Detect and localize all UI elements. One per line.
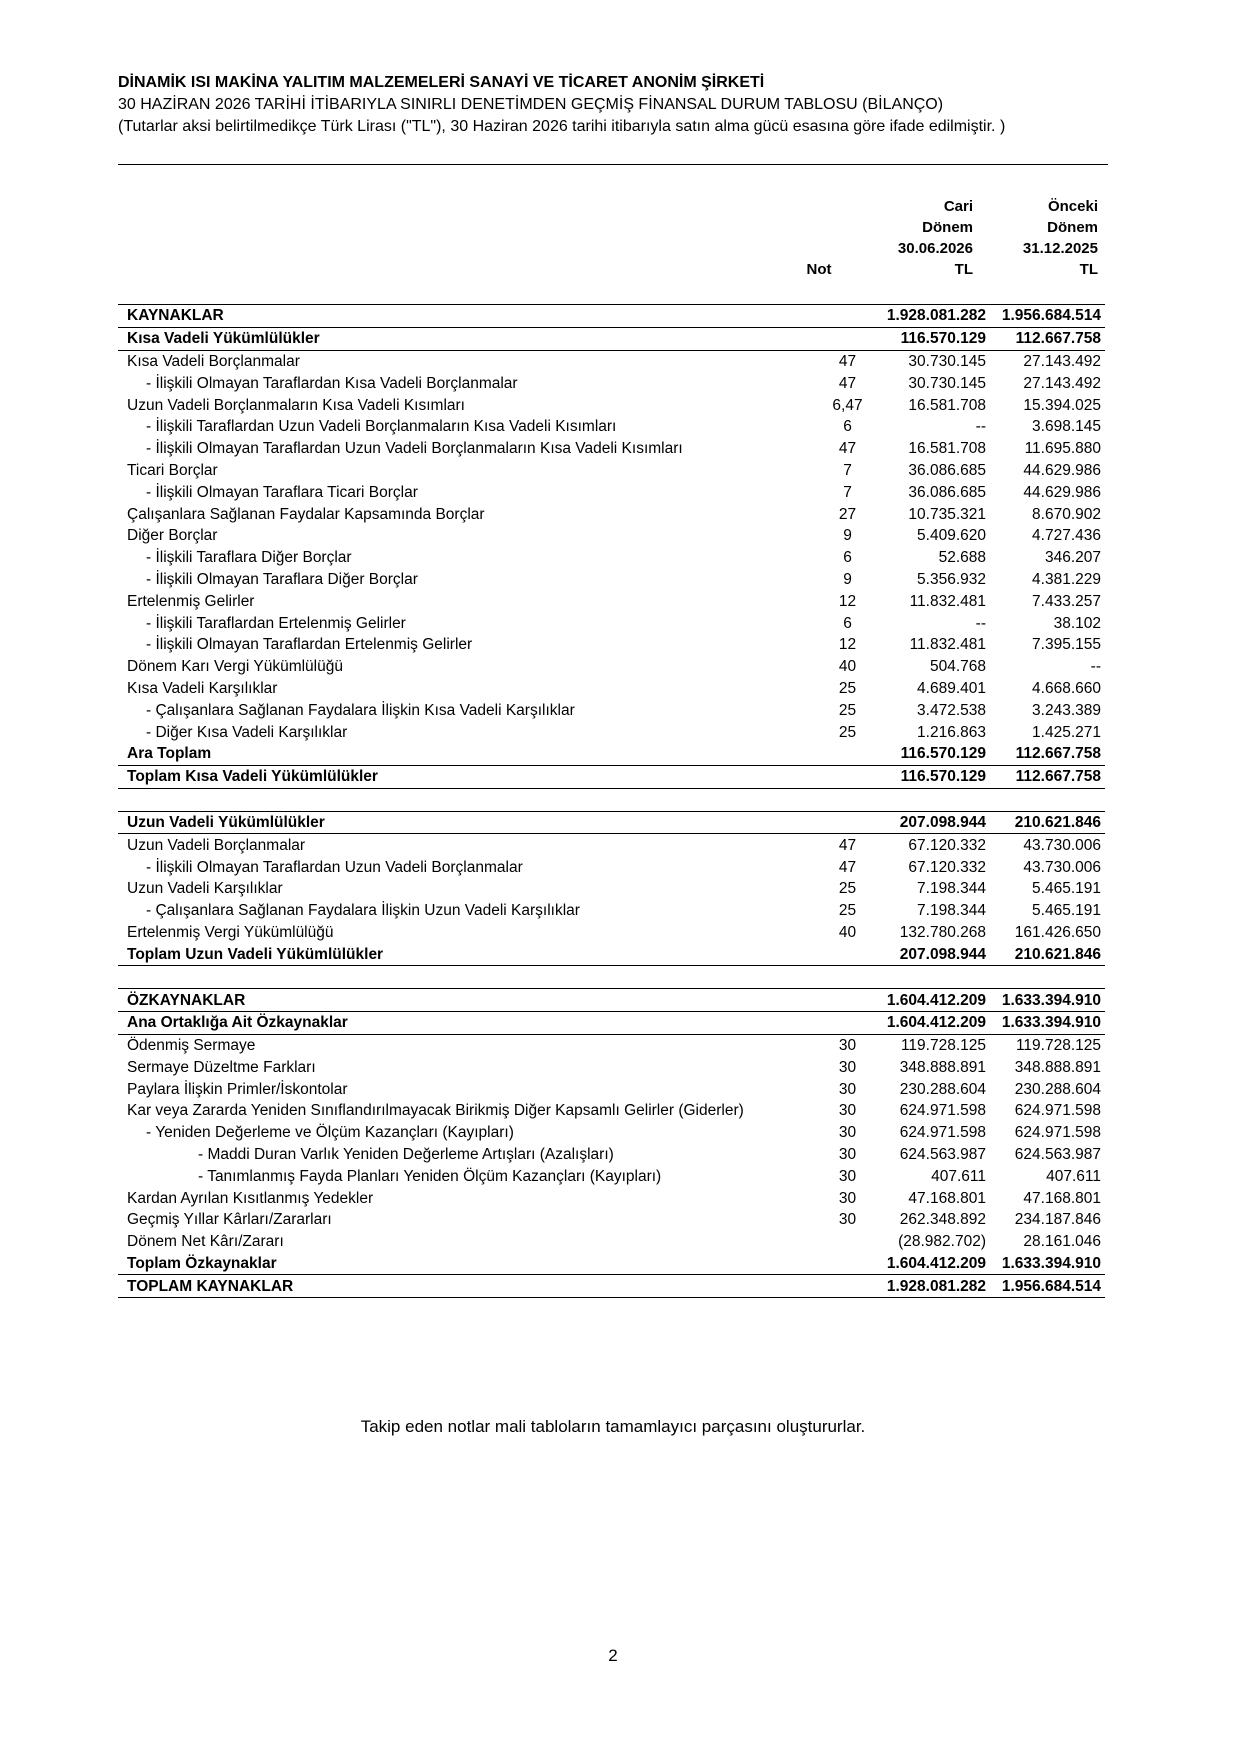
- row-current-value: 5.409.620: [917, 527, 986, 545]
- row-current-value: 1.604.412.209: [877, 1253, 990, 1275]
- row-label: - Çalışanlara Sağlanan Faydalara İlişkin Uzun Vadeli Karşılıklar: [146, 902, 580, 920]
- table-row: [118, 811, 1105, 834]
- row-previous-value: 3.243.389: [1032, 701, 1101, 719]
- row-note: 27: [838, 505, 857, 523]
- row-current-value: 7.198.344: [917, 880, 986, 898]
- row-previous-value: 1.633.394.910: [990, 1253, 1105, 1275]
- row-current-value: 47.168.801: [908, 1189, 986, 1207]
- row-label: Dönem Karı Vergi Yükümlülüğü: [127, 658, 343, 676]
- balance-sheet-body: [118, 305, 1105, 1298]
- row-current-value: 1.928.081.282: [877, 305, 990, 328]
- row-note: 40: [838, 923, 857, 941]
- row-current-value: 10.735.321: [908, 505, 986, 523]
- row-current-value: 30.730.145: [908, 374, 986, 392]
- row-current-value: 16.581.708: [908, 396, 986, 414]
- row-previous-value: --: [1090, 658, 1101, 676]
- table-row: [118, 481, 1105, 503]
- table-row: [118, 1144, 1105, 1166]
- row-note: 30: [838, 1189, 857, 1207]
- row-previous-value: 161.426.650: [1014, 923, 1101, 941]
- row-current-value: 119.728.125: [900, 1037, 986, 1055]
- row-note: 12: [838, 636, 857, 654]
- page-header: [118, 72, 1108, 138]
- table-row: [118, 416, 1105, 438]
- statement-title: 30 HAZİRAN 2026 TARİHİ İTİBARIYLA SINIRLI DENETİMDEN GEÇMİŞ FİNANSAL DURUM TABLOSU (BİLANÇO): [118, 96, 944, 113]
- row-current-value: 504.768: [929, 658, 986, 676]
- row-previous-value: 7.433.257: [1032, 592, 1101, 610]
- row-note: [818, 1275, 877, 1298]
- row-current-value: 36.086.685: [908, 483, 986, 501]
- table-row: [118, 743, 1105, 765]
- table-row: [118, 1275, 1105, 1298]
- row-previous-value: 4.381.229: [1032, 570, 1101, 588]
- row-current-value: 67.120.332: [908, 836, 986, 854]
- row-note: 25: [838, 679, 857, 697]
- row-current-value: (28.982.702): [898, 1233, 986, 1251]
- row-label: Toplam Uzun Vadeli Yükümlülükler: [118, 943, 818, 965]
- table-row: [118, 721, 1105, 743]
- row-label: TOPLAM KAYNAKLAR: [118, 1275, 818, 1298]
- row-previous-value: 47.168.801: [1023, 1189, 1101, 1207]
- row-note: 12: [838, 592, 857, 610]
- row-previous-value: 624.563.987: [1014, 1146, 1101, 1164]
- spacer-row: [118, 966, 1105, 989]
- row-note: 25: [838, 701, 857, 719]
- row-label: Ticari Borçlar: [127, 461, 218, 479]
- row-note: [818, 305, 877, 328]
- row-note: 6,47: [832, 396, 863, 414]
- table-row: [118, 943, 1105, 965]
- row-note: 25: [838, 902, 857, 920]
- row-current-value: 624.563.987: [899, 1146, 986, 1164]
- table-row: [118, 678, 1105, 700]
- row-previous-value: 624.971.598: [1014, 1102, 1101, 1120]
- row-note: 25: [838, 880, 857, 898]
- table-row: [118, 1034, 1105, 1056]
- row-label: Uzun Vadeli Karşılıklar: [127, 880, 283, 898]
- row-note: 47: [838, 374, 857, 392]
- row-note: [818, 743, 877, 765]
- table-row: [118, 699, 1105, 721]
- row-previous-value: 1.956.684.514: [990, 1275, 1105, 1298]
- table-row: [118, 900, 1105, 922]
- row-label: Ana Ortaklığa Ait Özkaynaklar: [118, 1011, 818, 1034]
- row-previous-value: 38.102: [1053, 614, 1101, 632]
- row-current-value: 116.570.129: [877, 765, 990, 788]
- table-row: [118, 878, 1105, 900]
- table-row: [118, 1187, 1105, 1209]
- row-previous-value: 112.667.758: [990, 743, 1105, 765]
- row-current-value: 5.356.932: [917, 570, 986, 588]
- row-label: Ara Toplam: [118, 743, 818, 765]
- balance-sheet-table: [118, 304, 1105, 1298]
- row-label: - İlişkili Olmayan Taraflardan Kısa Vadeli Borçlanmalar: [146, 374, 518, 392]
- row-previous-value: 5.465.191: [1032, 880, 1101, 898]
- row-label: - İlişkili Taraflara Diğer Borçlar: [146, 549, 352, 567]
- row-previous-value: 43.730.006: [1023, 858, 1101, 876]
- row-current-value: 348.888.891: [899, 1058, 986, 1076]
- row-note: 47: [838, 858, 857, 876]
- row-current-value: --: [975, 614, 986, 632]
- column-header-line: Önceki: [1047, 198, 1098, 215]
- table-row: [118, 1231, 1105, 1253]
- row-current-value: 1.604.412.209: [877, 1011, 990, 1034]
- row-label: - İlişkili Taraflardan Ertelenmiş Gelirler: [146, 614, 406, 632]
- row-note: [818, 327, 877, 350]
- page-number: 2: [608, 1646, 618, 1665]
- row-label: Ertelenmiş Vergi Yükümlülüğü: [127, 923, 334, 941]
- row-label: Ertelenmiş Gelirler: [127, 592, 255, 610]
- table-row: [118, 1122, 1105, 1144]
- row-previous-value: 4.668.660: [1032, 679, 1101, 697]
- row-current-value: 16.581.708: [908, 440, 986, 458]
- row-label: Toplam Özkaynaklar: [118, 1253, 818, 1275]
- table-row: [118, 372, 1105, 394]
- row-current-value: 36.086.685: [908, 461, 986, 479]
- row-label: - Çalışanlara Sağlanan Faydalara İlişkin Kısa Vadeli Karşılıklar: [146, 701, 575, 719]
- row-label: Geçmiş Yıllar Kârları/Zararları: [127, 1211, 332, 1229]
- row-current-value: 230.288.604: [899, 1080, 986, 1098]
- row-previous-value: 28.161.046: [1023, 1233, 1101, 1251]
- row-previous-value: 4.727.436: [1032, 527, 1101, 545]
- row-current-value: 52.688: [938, 549, 986, 567]
- spacer-row: [118, 788, 1105, 811]
- table-row: [118, 460, 1105, 482]
- row-current-value: 1.604.412.209: [877, 989, 990, 1012]
- table-row: [118, 590, 1105, 612]
- row-label: - İlişkili Olmayan Taraflara Diğer Borçlar: [146, 570, 418, 588]
- row-label: - Maddi Duran Varlık Yeniden Değerleme Artışları (Azalışları): [198, 1146, 614, 1164]
- row-label: Uzun Vadeli Borçlanmalar: [127, 836, 306, 854]
- column-header-previous-period: [985, 196, 1098, 280]
- row-previous-value: 15.394.025: [1023, 396, 1101, 414]
- table-row: [118, 569, 1105, 591]
- row-label: Toplam Kısa Vadeli Yükümlülükler: [118, 765, 818, 788]
- column-header-note-label: Not: [806, 261, 832, 278]
- row-current-value: 624.971.598: [899, 1102, 986, 1120]
- row-note: 40: [838, 658, 857, 676]
- row-label: Dönem Net Kârı/Zararı: [127, 1233, 284, 1251]
- row-label: Uzun Vadeli Borçlanmaların Kısa Vadeli Kısımları: [127, 396, 465, 414]
- row-current-value: --: [975, 418, 986, 436]
- row-note: 30: [838, 1167, 857, 1185]
- column-header-line: TL: [1079, 261, 1098, 278]
- row-previous-value: 210.621.846: [990, 943, 1105, 965]
- column-header-current-period: [860, 196, 973, 280]
- header-rule: [118, 164, 1108, 165]
- table-row: [118, 525, 1105, 547]
- row-previous-value: 234.187.846: [1014, 1211, 1101, 1229]
- row-note: 30: [838, 1211, 857, 1229]
- row-note: 7: [843, 461, 852, 479]
- table-row: [118, 547, 1105, 569]
- row-note: 30: [838, 1124, 857, 1142]
- row-note: 47: [838, 440, 857, 458]
- column-header-line: 30.06.2026: [897, 240, 973, 257]
- row-note: [818, 943, 877, 965]
- table-row: [118, 656, 1105, 678]
- footer-note: Takip eden notlar mali tabloların tamamlayıcı parçasını oluştururlar.: [360, 1417, 866, 1436]
- row-previous-value: 407.611: [1046, 1167, 1101, 1185]
- spacer-cell: [118, 788, 1105, 811]
- row-label: Kar veya Zararda Yeniden Sınıflandırılmayacak Birikmiş Diğer Kapsamlı Gelirler (Giderler): [127, 1102, 744, 1120]
- row-current-value: 1.928.081.282: [877, 1275, 990, 1298]
- row-previous-value: 624.971.598: [1014, 1124, 1101, 1142]
- row-note: 47: [838, 352, 857, 370]
- table-row: [118, 1057, 1105, 1079]
- row-label: - İlişkili Olmayan Taraflardan Uzun Vadeli Borçlanmalar: [146, 858, 523, 876]
- row-previous-value: 27.143.492: [1023, 374, 1101, 392]
- row-current-value: 67.120.332: [908, 858, 986, 876]
- row-label: - Yeniden Değerleme ve Ölçüm Kazançları (Kayıpları): [146, 1124, 514, 1142]
- row-note: 30: [838, 1080, 857, 1098]
- table-row: [118, 612, 1105, 634]
- row-label: ÖZKAYNAKLAR: [118, 989, 818, 1012]
- table-row: [118, 305, 1105, 328]
- row-current-value: 3.472.538: [917, 701, 986, 719]
- row-previous-value: 346.207: [1044, 549, 1101, 567]
- row-previous-value: 1.633.394.910: [990, 1011, 1105, 1034]
- row-previous-value: 119.728.125: [1015, 1037, 1101, 1055]
- row-label: - Tanımlanmış Fayda Planları Yeniden Ölçüm Kazançları (Kayıpları): [198, 1167, 662, 1185]
- table-row: [118, 634, 1105, 656]
- row-previous-value: 3.698.145: [1032, 418, 1101, 436]
- table-row: [118, 765, 1105, 788]
- row-label: Sermaye Düzeltme Farkları: [127, 1058, 316, 1076]
- row-label: - İlişkili Olmayan Taraflara Ticari Borçlar: [146, 483, 418, 501]
- row-note: [818, 1231, 877, 1253]
- table-row: [118, 1165, 1105, 1187]
- row-note: 9: [843, 570, 852, 588]
- row-current-value: 11.832.481: [909, 592, 986, 610]
- row-previous-value: 43.730.006: [1023, 836, 1101, 854]
- row-previous-value: 27.143.492: [1023, 352, 1101, 370]
- row-current-value: 207.098.944: [877, 943, 990, 965]
- row-note: [818, 989, 877, 1012]
- row-label: - Diğer Kısa Vadeli Karşılıklar: [146, 723, 348, 741]
- column-header-line: Dönem: [922, 219, 973, 236]
- row-current-value: 207.098.944: [877, 811, 990, 834]
- table-row: [118, 394, 1105, 416]
- row-note: 30: [838, 1058, 857, 1076]
- table-row: [118, 1078, 1105, 1100]
- row-previous-value: 44.629.986: [1023, 483, 1101, 501]
- table-row: [118, 856, 1105, 878]
- row-previous-value: 210.621.846: [990, 811, 1105, 834]
- column-header-line: Dönem: [1047, 219, 1098, 236]
- row-current-value: 132.780.268: [899, 923, 986, 941]
- row-note: 6: [843, 614, 852, 632]
- row-current-value: 407.611: [931, 1167, 986, 1185]
- table-row: [118, 834, 1105, 856]
- row-current-value: 624.971.598: [899, 1124, 986, 1142]
- row-label: KAYNAKLAR: [118, 305, 818, 328]
- row-previous-value: 112.667.758: [990, 327, 1105, 350]
- row-label: Çalışanlara Sağlanan Faydalar Kapsamında Borçlar: [127, 505, 485, 523]
- row-previous-value: 1.956.684.514: [990, 305, 1105, 328]
- row-current-value: 1.216.863: [917, 723, 986, 741]
- table-row: [118, 350, 1105, 372]
- company-name: DİNAMİK ISI MAKİNA YALITIM MALZEMELERİ SANAYİ VE TİCARET ANONİM ŞİRKETİ: [118, 74, 765, 91]
- row-current-value: 262.348.892: [899, 1211, 986, 1229]
- row-previous-value: 1.633.394.910: [990, 989, 1105, 1012]
- table-row: [118, 922, 1105, 944]
- column-header-line: Cari: [943, 198, 973, 215]
- row-current-value: 30.730.145: [908, 352, 986, 370]
- row-previous-value: 44.629.986: [1023, 461, 1101, 479]
- row-label: - İlişkili Olmayan Taraflardan Ertelenmiş Gelirler: [146, 636, 473, 654]
- row-current-value: 11.832.481: [909, 636, 986, 654]
- row-label: Kısa Vadeli Karşılıklar: [127, 679, 278, 697]
- row-note: 25: [838, 723, 857, 741]
- row-note: 30: [838, 1146, 857, 1164]
- row-note: 47: [838, 836, 857, 854]
- row-previous-value: 5.465.191: [1032, 902, 1101, 920]
- table-row: [118, 989, 1105, 1012]
- row-previous-value: 7.395.155: [1032, 636, 1101, 654]
- row-current-value: 116.570.129: [877, 743, 990, 765]
- row-label: Diğer Borçlar: [127, 527, 218, 545]
- row-note: [818, 811, 877, 834]
- row-note: 30: [838, 1037, 857, 1055]
- table-row: [118, 1100, 1105, 1122]
- row-current-value: 4.689.401: [917, 679, 986, 697]
- table-row: [118, 1011, 1105, 1034]
- statement-currency-note: (Tutarlar aksi belirtilmedikçe Türk Lirası ("TL"), 30 Haziran 2026 tarihi itibarıyla satın alma gücü esasına göre ifade edilmiştir. ): [118, 118, 1006, 135]
- row-note: 7: [843, 483, 852, 501]
- table-row: [118, 438, 1105, 460]
- row-note: 6: [843, 418, 852, 436]
- row-label: Ödenmiş Sermaye: [127, 1037, 256, 1055]
- row-label: - İlişkili Olmayan Taraflardan Uzun Vadeli Borçlanmaların Kısa Vadeli Kısımları: [146, 440, 683, 458]
- row-note: 30: [838, 1102, 857, 1120]
- row-previous-value: 112.667.758: [990, 765, 1105, 788]
- row-current-value: 116.570.129: [877, 327, 990, 350]
- row-label: Kısa Vadeli Borçlanmalar: [127, 352, 300, 370]
- row-note: 6: [843, 549, 852, 567]
- row-previous-value: 11.695.880: [1024, 440, 1101, 458]
- table-row: [118, 1209, 1105, 1231]
- row-note: [818, 765, 877, 788]
- row-label: Kısa Vadeli Yükümlülükler: [118, 327, 818, 350]
- row-label: Paylara İlişkin Primler/İskontolar: [127, 1080, 348, 1098]
- row-label: Kardan Ayrılan Kısıtlanmış Yedekler: [127, 1189, 374, 1207]
- column-header-line: 31.12.2025: [1022, 240, 1098, 257]
- table-row: [118, 1253, 1105, 1275]
- row-previous-value: 348.888.891: [1014, 1058, 1101, 1076]
- row-label: Uzun Vadeli Yükümlülükler: [118, 811, 818, 834]
- row-note: [818, 1011, 877, 1034]
- row-label: - İlişkili Taraflardan Uzun Vadeli Borçlanmaların Kısa Vadeli Kısımları: [146, 418, 617, 436]
- row-note: 9: [843, 527, 852, 545]
- row-previous-value: 1.425.271: [1032, 723, 1101, 741]
- table-row: [118, 503, 1105, 525]
- row-previous-value: 230.288.604: [1014, 1080, 1101, 1098]
- column-header-note: [790, 259, 848, 280]
- row-previous-value: 8.670.902: [1032, 505, 1101, 523]
- table-row: [118, 327, 1105, 350]
- row-note: [818, 1253, 877, 1275]
- row-current-value: 7.198.344: [917, 902, 986, 920]
- column-header-line: TL: [954, 261, 973, 278]
- spacer-cell: [118, 966, 1105, 989]
